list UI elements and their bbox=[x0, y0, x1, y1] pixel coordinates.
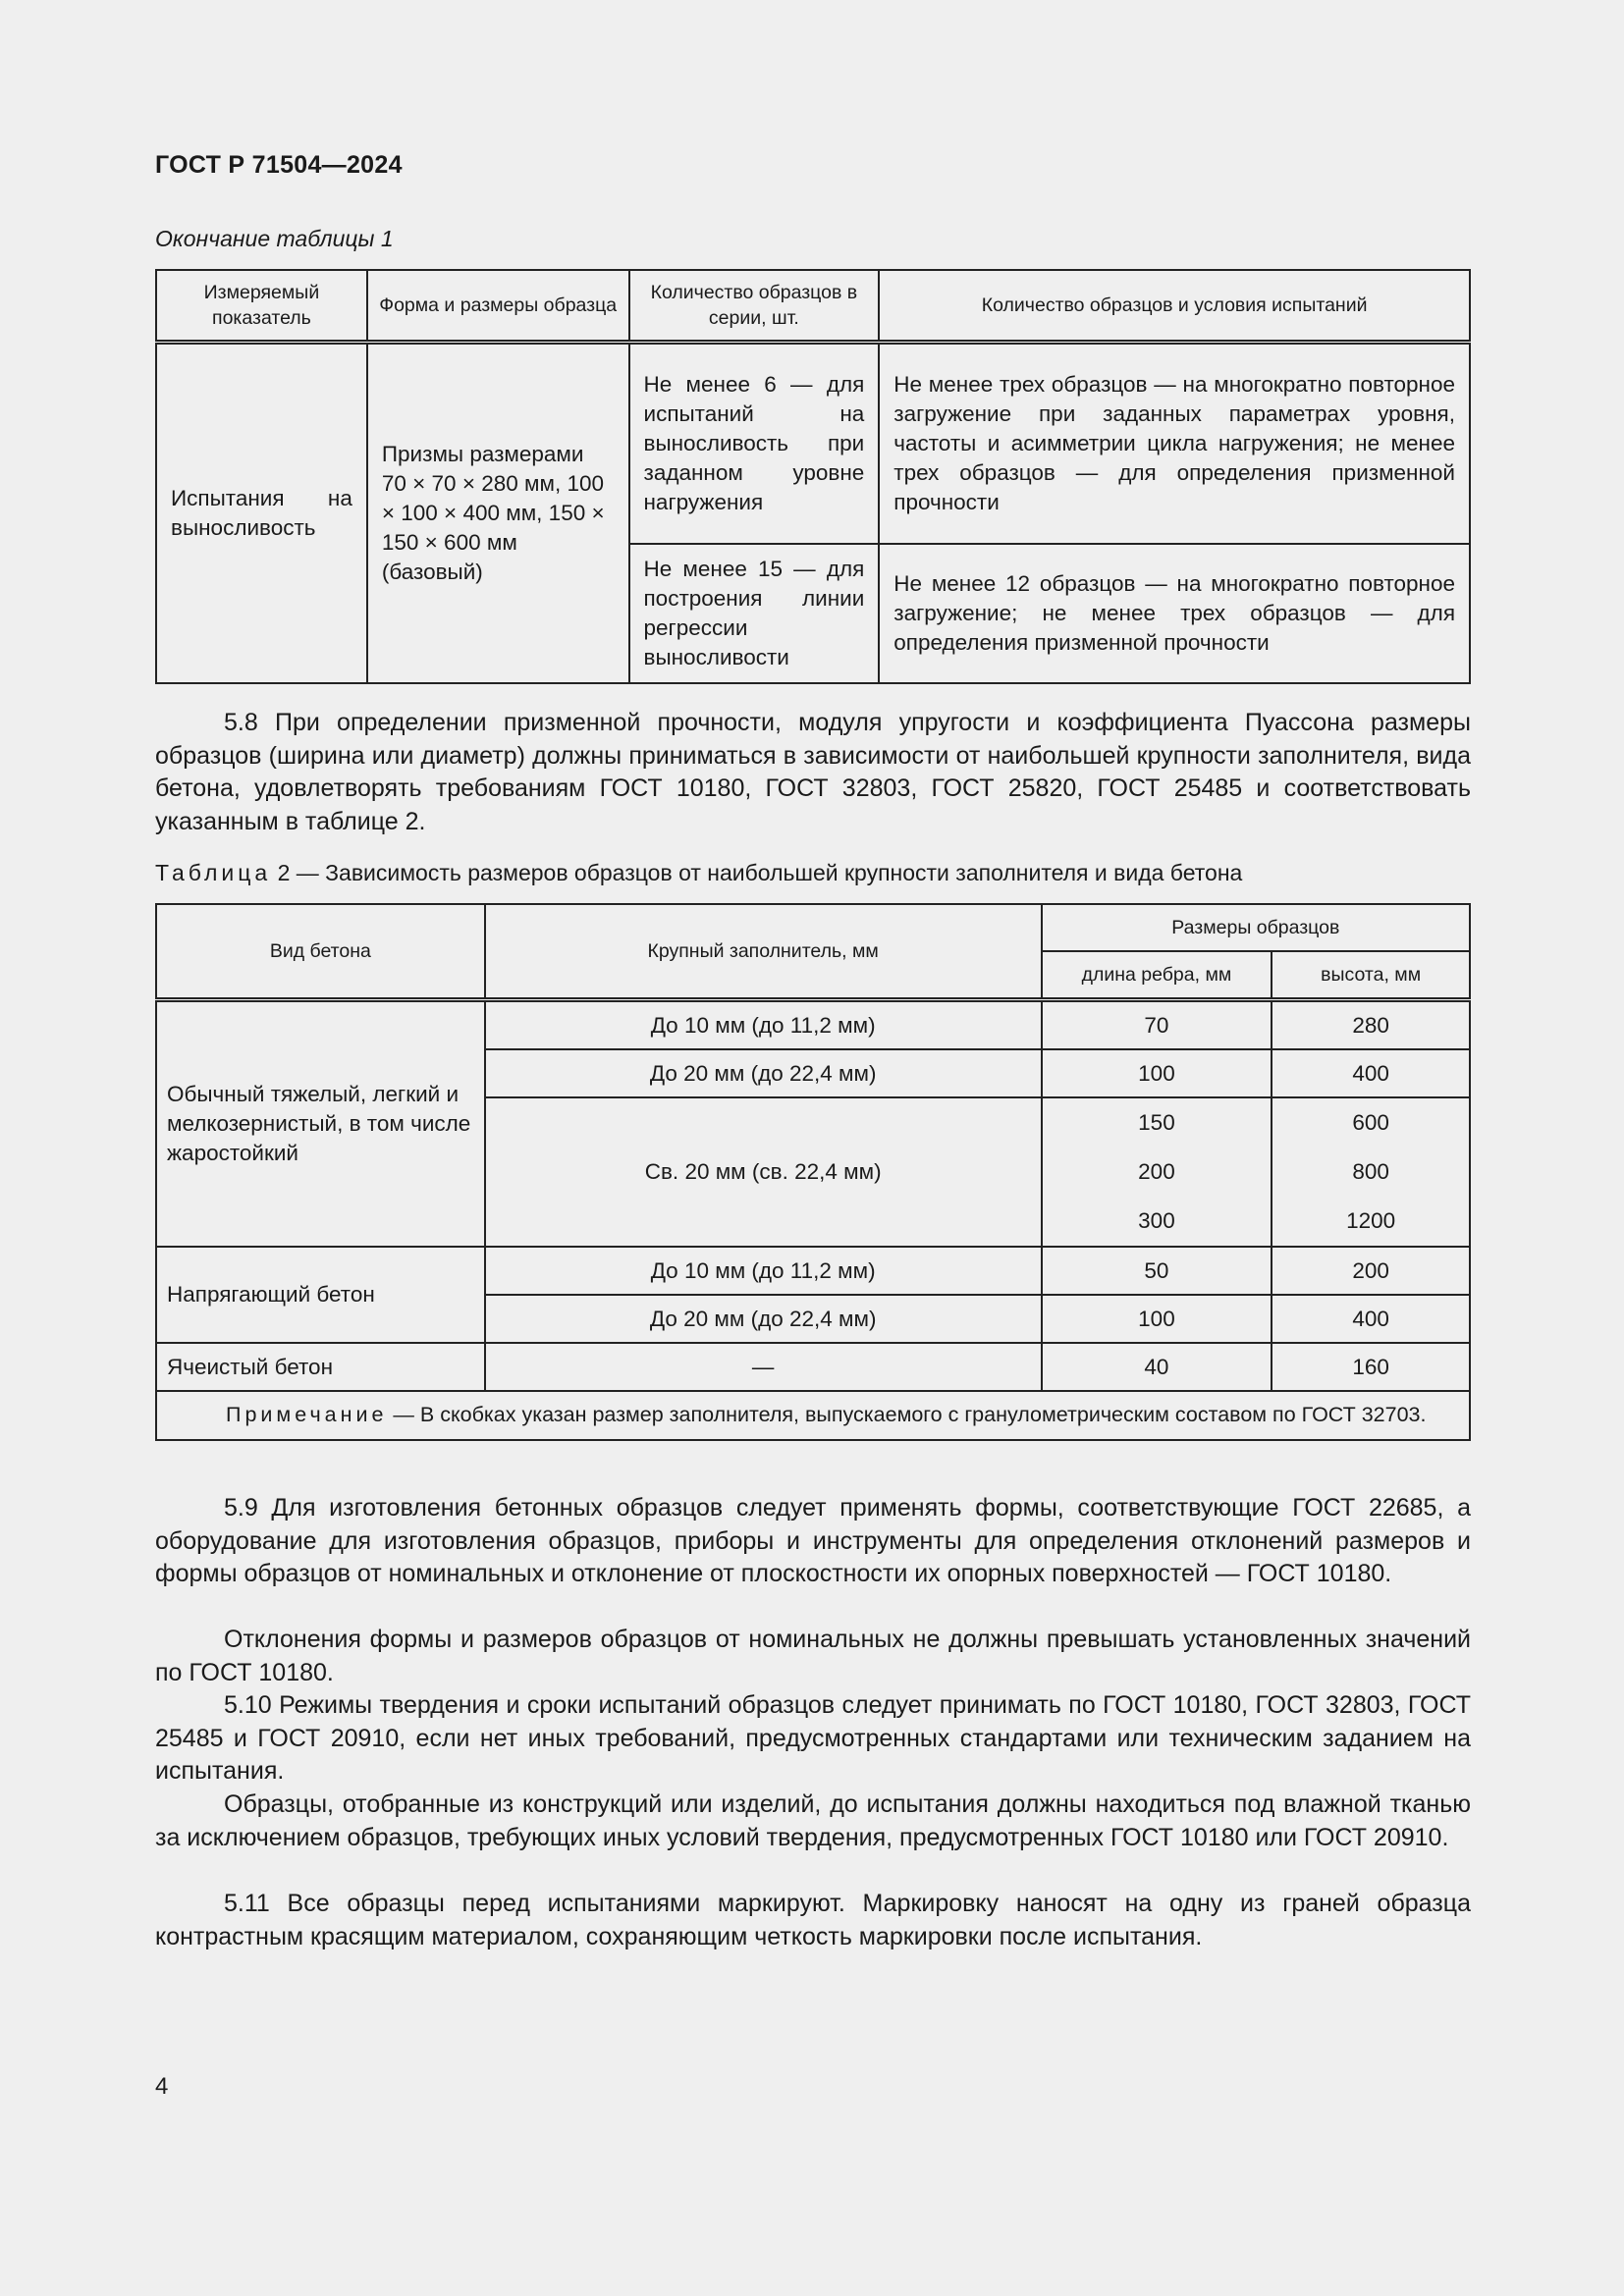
t2-edge-cell: 40 bbox=[1042, 1343, 1272, 1391]
t1-cell-count-2: Не менее 15 — для построения линии регрессии выносливости bbox=[629, 544, 880, 683]
paragraph-5-9-continued: Отклонения формы и размеров образцов от номинальных не должны превышать установленных значений по ГОСТ 10180. bbox=[155, 1626, 1471, 1686]
paragraph-5-10: 5.10 Режимы твердения и сроки испытаний образцов следует принимать по ГОСТ 10180, ГОСТ 32803, ГОСТ 25485 и ГОСТ 20910, если нет иных требований, предусмотренных стандартами или техническим заданием на испытания. bbox=[155, 1691, 1471, 1785]
t2-height-cell: 400 bbox=[1272, 1295, 1470, 1343]
table-2 bbox=[155, 903, 1471, 1441]
t2-aggregate-cell: До 10 мм (до 11,2 мм) bbox=[485, 1000, 1042, 1050]
t2-aggregate-cell: До 10 мм (до 11,2 мм) bbox=[485, 1247, 1042, 1295]
table2-caption bbox=[155, 860, 1242, 886]
t2-edge-value: 150 bbox=[1138, 1110, 1175, 1135]
t2-height-cell: 280 bbox=[1272, 1000, 1470, 1050]
t2-header-edge: длина ребра, мм bbox=[1042, 951, 1272, 1000]
t2-type-cellular: Ячеистый бетон bbox=[156, 1343, 485, 1391]
t1-cell-indicator: Испытания на выносливость bbox=[156, 343, 367, 684]
t2-header-height: высота, мм bbox=[1272, 951, 1470, 1000]
table2-caption-label: Таблица bbox=[155, 860, 272, 885]
t1-header-conditions: Количество образцов и условия испытаний bbox=[879, 270, 1470, 343]
t2-type-expanding: Напрягающий бетон bbox=[156, 1247, 485, 1343]
t1-cell-conditions-2: Не менее 12 образцов — на многократно повторное загружение; не менее трех образцов — для определения призменной прочности bbox=[879, 544, 1470, 683]
t2-edge-cell: 50 bbox=[1042, 1247, 1272, 1295]
paragraph-5-9: 5.9 Для изготовления бетонных образцов следует применять формы, соответствующие ГОСТ 22685, а оборудование для изготовления образцов, приборы и инструменты для определения отклонений размеров и формы образцов от номинальных и отклонение от плоскостности их опорных поверхностей — ГОСТ 10180. bbox=[155, 1494, 1471, 1587]
t2-aggregate-cell: До 20 мм (до 22,4 мм) bbox=[485, 1295, 1042, 1343]
paragraph-5-11: 5.11 Все образцы перед испытаниями маркируют. Маркировку наносят на одну из граней образца контрастным красящим материалом, сохраняющим четкость маркировки после испытания. bbox=[155, 1890, 1471, 1950]
t1-cell-count-1: Не менее 6 — для испытаний на выносливость при заданном уровне нагружения bbox=[629, 343, 880, 545]
t2-height-cell: 200 bbox=[1272, 1247, 1470, 1295]
table1-caption: Окончание таблицы 1 bbox=[155, 226, 394, 251]
t1-cell-conditions-1: Не менее трех образцов — на многократно повторное загружение при заданных параметрах уровня, частоты и асимметрии цикла нагружения; не менее трех образцов — для определения призменной прочности bbox=[879, 343, 1470, 545]
t2-height-value: 1200 bbox=[1346, 1208, 1396, 1233]
table-1 bbox=[155, 269, 1471, 684]
t2-aggregate-cell: — bbox=[485, 1343, 1042, 1391]
t2-header-type: Вид бетона bbox=[156, 904, 485, 1000]
t2-edge-value: 300 bbox=[1138, 1208, 1175, 1233]
t2-edge-cell: 100 bbox=[1042, 1295, 1272, 1343]
paragraph-5-8: 5.8 При определении призменной прочности, модуля упругости и коэффициента Пуассона размеры образцов (ширина или диаметр) должны приниматься в зависимости от наибольшей крупности заполнителя, вида бетона, удовлетворять требованиям ГОСТ 10180, ГОСТ 32803, ГОСТ 25820, ГОСТ 25485 и соответствовать указанным в таблице 2. bbox=[155, 709, 1471, 835]
t2-edge-cell: 70 bbox=[1042, 1000, 1272, 1050]
t1-header-shape: Форма и размеры образца bbox=[367, 270, 629, 343]
paragraph-5-10-continued: Образцы, отобранные из конструкций или изделий, до испытания должны находиться под влажной тканью за исключением образцов, требующих иных условий твердения, предусмотренных ГОСТ 10180 или ГОСТ 20910. bbox=[155, 1790, 1471, 1851]
t1-header-indicator: Измеряемый показатель bbox=[156, 270, 367, 343]
t2-aggregate-cell: До 20 мм (до 22,4 мм) bbox=[485, 1049, 1042, 1097]
t2-header-sizes: Размеры образцов bbox=[1042, 904, 1470, 951]
t2-header-aggregate: Крупный заполнитель, мм bbox=[485, 904, 1042, 1000]
page-number: 4 bbox=[155, 2073, 169, 2100]
table2-caption-text: 2 — Зависимость размеров образцов от наибольшей крупности заполнителя и вида бетона bbox=[277, 860, 1243, 885]
t2-height-value: 600 bbox=[1352, 1110, 1389, 1135]
t2-edge-cell: 100 bbox=[1042, 1049, 1272, 1097]
t1-header-count: Количество образцов в серии, шт. bbox=[629, 270, 880, 343]
t2-note bbox=[156, 1391, 1470, 1440]
t2-height-stack bbox=[1272, 1097, 1470, 1247]
t2-type-regular: Обычный тяжелый, легкий и мелкозернистый, в том числе жаростойкий bbox=[156, 1000, 485, 1248]
t2-height-cell: 400 bbox=[1272, 1049, 1470, 1097]
t2-edge-stack bbox=[1042, 1097, 1272, 1247]
t2-aggregate-cell: Св. 20 мм (св. 22,4 мм) bbox=[485, 1097, 1042, 1247]
t1-cell-shape: Призмы размерами 70 × 70 × 280 мм, 100 × 100 × 400 мм, 150 × 150 × 600 мм (базовый) bbox=[367, 343, 629, 684]
t2-edge-value: 200 bbox=[1138, 1159, 1175, 1184]
t2-note-label: Примечание bbox=[226, 1403, 388, 1426]
t2-height-cell: 160 bbox=[1272, 1343, 1470, 1391]
t2-note-text: — В скобках указан размер заполнителя, выпускаемого с гранулометрическим составом по ГОСТ 32703. bbox=[387, 1403, 1427, 1426]
document-header: ГОСТ Р 71504—2024 bbox=[155, 151, 403, 179]
t2-height-value: 800 bbox=[1352, 1159, 1389, 1184]
